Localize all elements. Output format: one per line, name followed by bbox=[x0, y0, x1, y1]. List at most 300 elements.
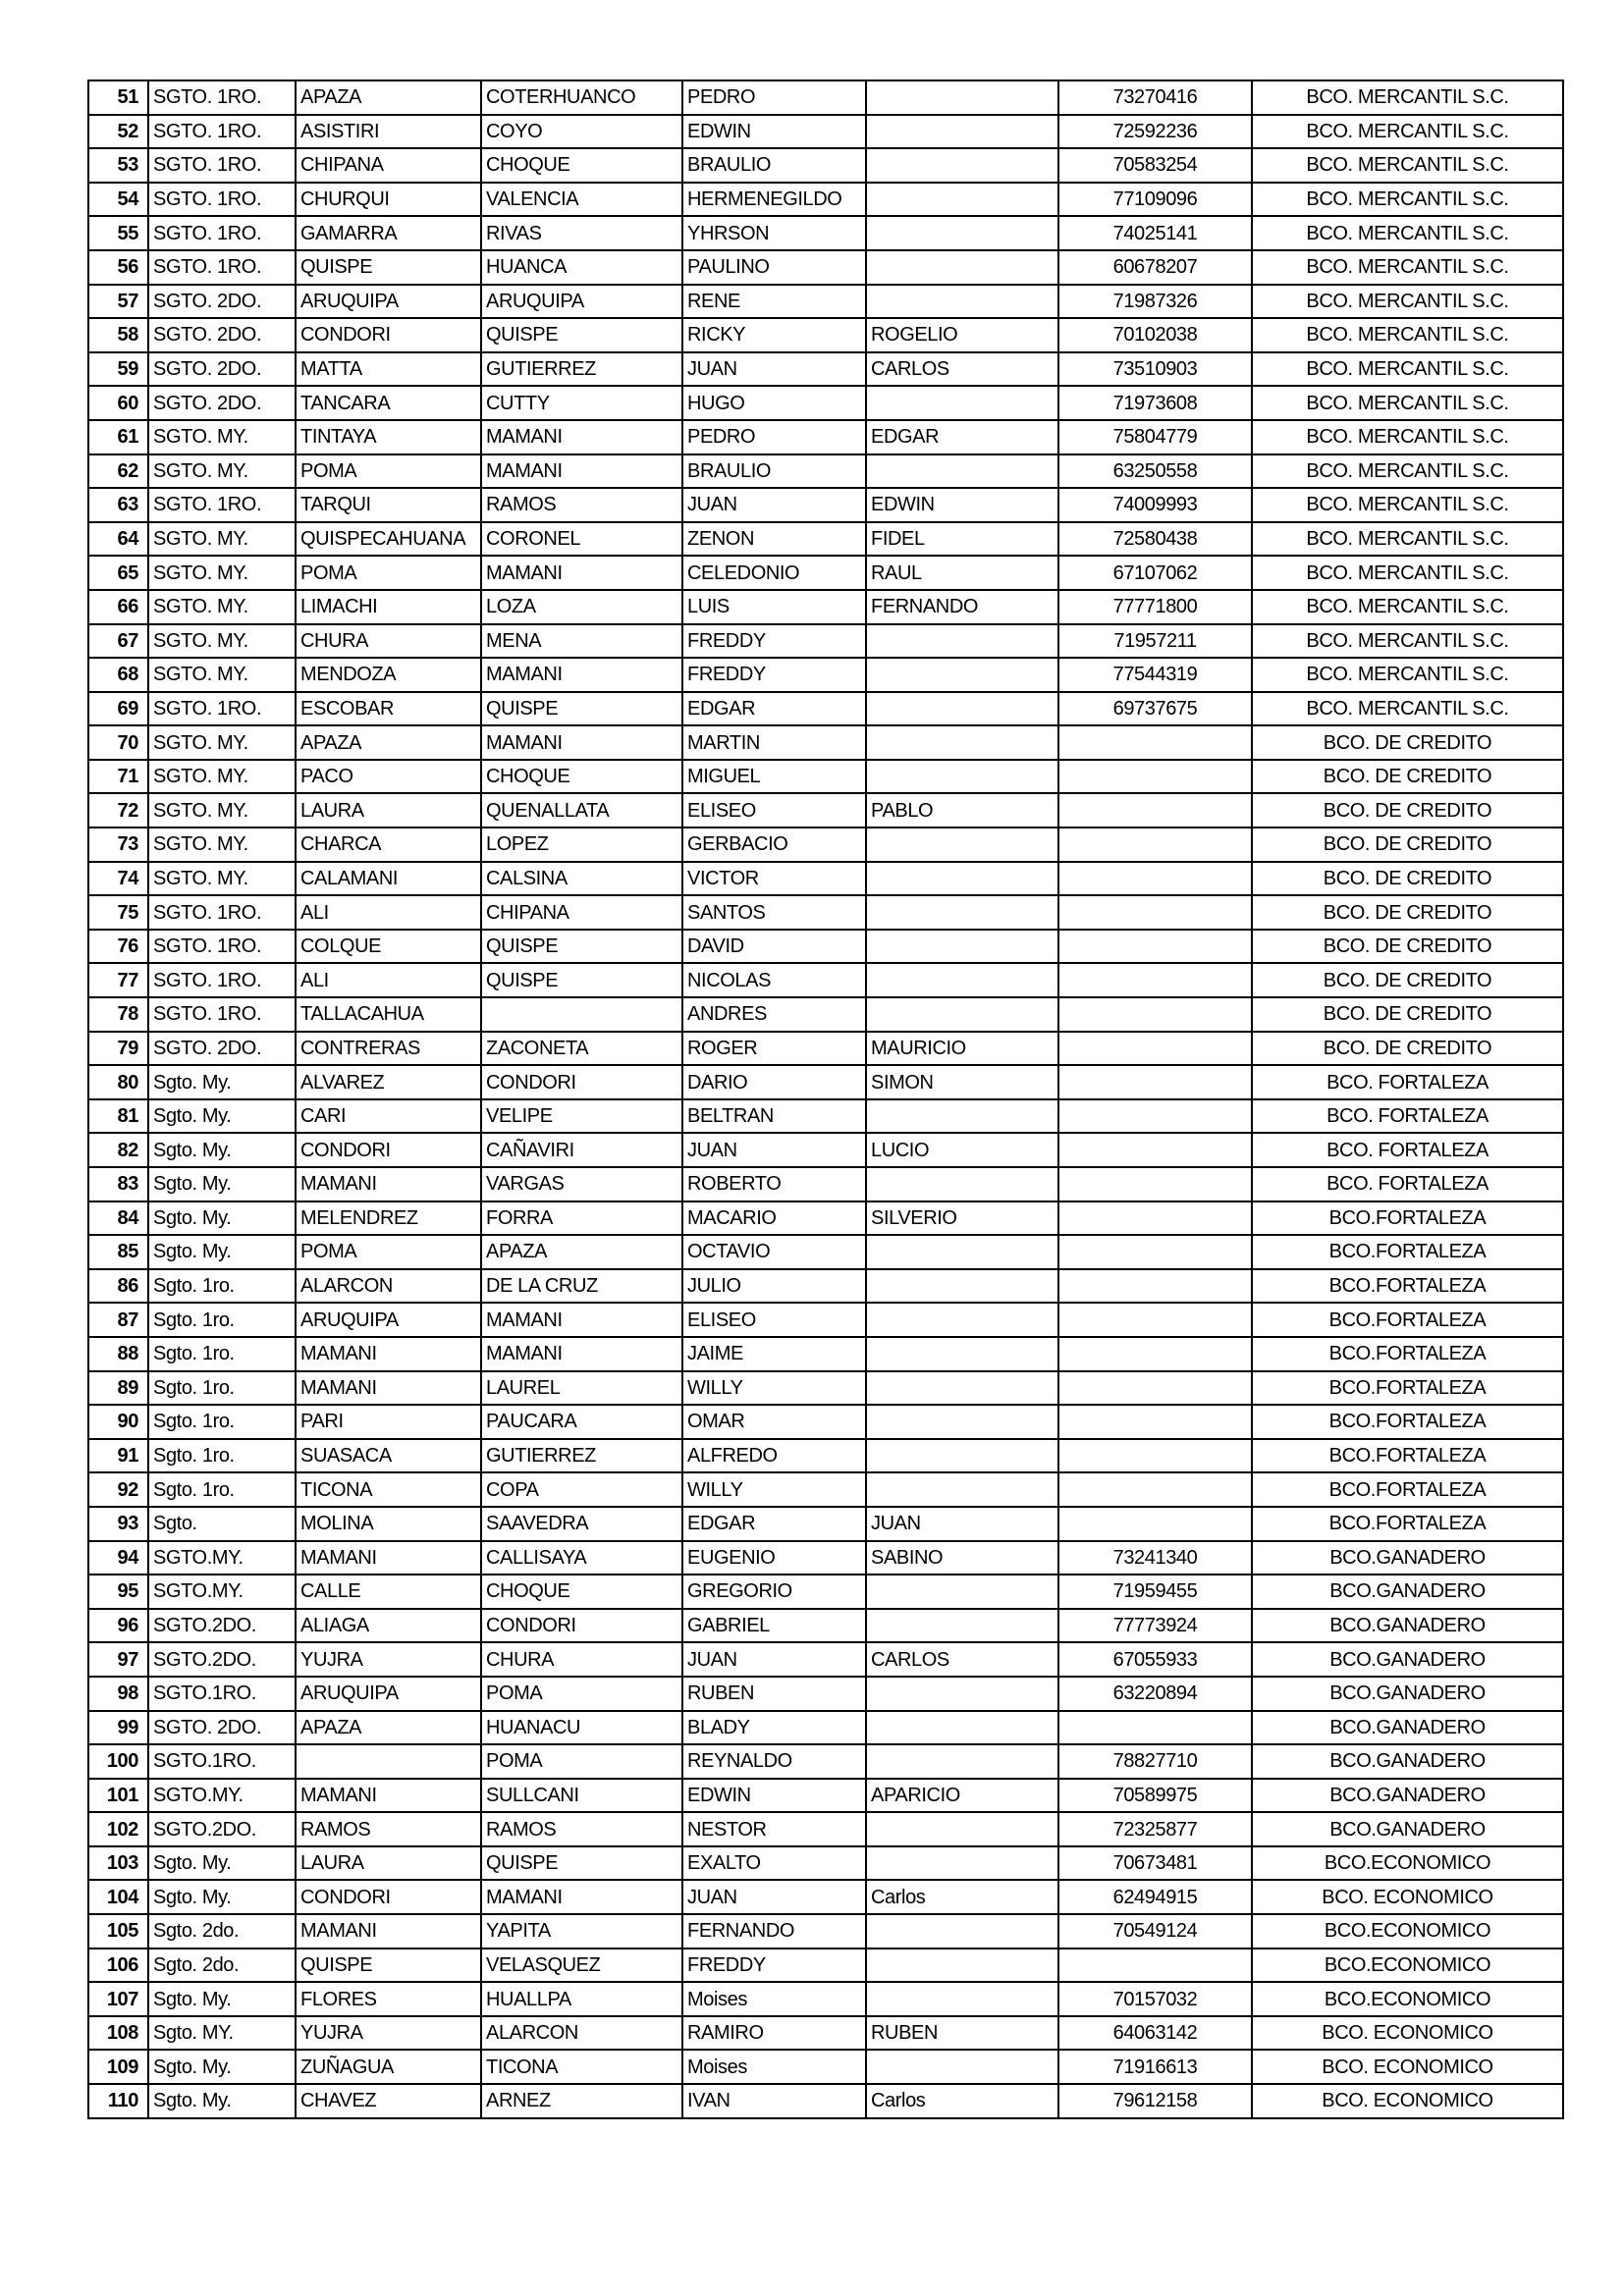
first-surname-cell: POMA bbox=[296, 556, 481, 590]
first-surname-cell: CHARCA bbox=[296, 828, 481, 862]
second-surname-cell: HUANACU bbox=[481, 1711, 682, 1745]
table-row bbox=[88, 725, 1563, 760]
table-row bbox=[88, 1167, 1563, 1201]
second-name-cell: LUCIO bbox=[866, 1133, 1058, 1167]
row-number-cell: 98 bbox=[88, 1677, 148, 1711]
first-surname-cell: MAMANI bbox=[296, 1371, 481, 1406]
row-number-cell: 95 bbox=[88, 1575, 148, 1609]
second-surname-cell: CUTTY bbox=[481, 386, 682, 420]
table-row bbox=[88, 963, 1563, 997]
second-name-cell bbox=[866, 285, 1058, 319]
bank-cell: BCO. MERCANTIL S.C. bbox=[1252, 115, 1563, 149]
bank-cell: BCO. FORTALEZA bbox=[1252, 1167, 1563, 1201]
second-name-cell: RAUL bbox=[866, 556, 1058, 590]
first-surname-cell: COLQUE bbox=[296, 930, 481, 964]
first-surname-cell: YUJRA bbox=[296, 1642, 481, 1677]
rank-cell: SGTO. 2DO. bbox=[148, 386, 296, 420]
first-name-cell: RENE bbox=[682, 285, 866, 319]
bank-cell: BCO. MERCANTIL S.C. bbox=[1252, 488, 1563, 522]
rank-cell: SGTO. MY. bbox=[148, 793, 296, 828]
row-number-cell: 105 bbox=[88, 1914, 148, 1949]
first-surname-cell: YUJRA bbox=[296, 2016, 481, 2051]
second-surname-cell: MAMANI bbox=[481, 725, 682, 760]
table-row bbox=[88, 2050, 1563, 2084]
second-name-cell bbox=[866, 1949, 1058, 1983]
table-row bbox=[88, 1609, 1563, 1643]
phone-cell: 67055933 bbox=[1058, 1642, 1252, 1677]
row-number-cell: 85 bbox=[88, 1235, 148, 1269]
first-surname-cell: ALARCON bbox=[296, 1269, 481, 1304]
second-name-cell bbox=[866, 1235, 1058, 1269]
table-row bbox=[88, 1575, 1563, 1609]
table-row bbox=[88, 997, 1563, 1032]
row-number-cell: 80 bbox=[88, 1065, 148, 1099]
phone-cell: 70102038 bbox=[1058, 318, 1252, 352]
first-surname-cell: CALLE bbox=[296, 1575, 481, 1609]
second-surname-cell: QUISPE bbox=[481, 1846, 682, 1881]
rank-cell: SGTO. MY. bbox=[148, 725, 296, 760]
first-name-cell: JUAN bbox=[682, 488, 866, 522]
first-surname-cell: CONDORI bbox=[296, 1880, 481, 1914]
second-surname-cell: VARGAS bbox=[481, 1167, 682, 1201]
rank-cell: SGTO. MY. bbox=[148, 658, 296, 692]
row-number-cell: 69 bbox=[88, 692, 148, 726]
first-name-cell: WILLY bbox=[682, 1371, 866, 1406]
bank-cell: BCO.FORTALEZA bbox=[1252, 1303, 1563, 1337]
first-name-cell: JUAN bbox=[682, 1880, 866, 1914]
table-row bbox=[88, 1914, 1563, 1949]
first-name-cell: EDGAR bbox=[682, 1507, 866, 1541]
bank-cell: BCO.GANADERO bbox=[1252, 1575, 1563, 1609]
second-surname-cell: HUALLPA bbox=[481, 1982, 682, 2016]
second-name-cell: SABINO bbox=[866, 1541, 1058, 1575]
rank-cell: Sgto. 1ro. bbox=[148, 1269, 296, 1304]
bank-cell: BCO. DE CREDITO bbox=[1252, 930, 1563, 964]
first-surname-cell bbox=[296, 1744, 481, 1779]
table-row bbox=[88, 760, 1563, 794]
second-name-cell: SILVERIO bbox=[866, 1201, 1058, 1236]
row-number-cell: 60 bbox=[88, 386, 148, 420]
phone-cell: 78827710 bbox=[1058, 1744, 1252, 1779]
table-row bbox=[88, 1812, 1563, 1846]
phone-cell bbox=[1058, 1269, 1252, 1304]
rank-cell: SGTO.MY. bbox=[148, 1541, 296, 1575]
first-surname-cell: LAURA bbox=[296, 793, 481, 828]
first-surname-cell: CHAVEZ bbox=[296, 2084, 481, 2118]
second-name-cell: JUAN bbox=[866, 1507, 1058, 1541]
second-surname-cell: POMA bbox=[481, 1744, 682, 1779]
first-surname-cell: APAZA bbox=[296, 725, 481, 760]
table-row bbox=[88, 1439, 1563, 1473]
first-name-cell: BELTRAN bbox=[682, 1099, 866, 1134]
table-row bbox=[88, 556, 1563, 590]
bank-cell: BCO. DE CREDITO bbox=[1252, 760, 1563, 794]
second-surname-cell: LAUREL bbox=[481, 1371, 682, 1406]
bank-cell: BCO. FORTALEZA bbox=[1252, 1133, 1563, 1167]
second-name-cell bbox=[866, 183, 1058, 217]
phone-cell bbox=[1058, 862, 1252, 896]
first-name-cell: GREGORIO bbox=[682, 1575, 866, 1609]
first-name-cell: DAVID bbox=[682, 930, 866, 964]
phone-cell bbox=[1058, 963, 1252, 997]
first-name-cell: HUGO bbox=[682, 386, 866, 420]
second-name-cell: FERNANDO bbox=[866, 590, 1058, 624]
rank-cell: SGTO. 1RO. bbox=[148, 183, 296, 217]
row-number-cell: 88 bbox=[88, 1337, 148, 1371]
second-surname-cell: CONDORI bbox=[481, 1609, 682, 1643]
rank-cell: SGTO.2DO. bbox=[148, 1642, 296, 1677]
second-surname-cell: LOPEZ bbox=[481, 828, 682, 862]
first-surname-cell: APAZA bbox=[296, 80, 481, 115]
bank-cell: BCO. DE CREDITO bbox=[1252, 963, 1563, 997]
rank-cell: Sgto. My. bbox=[148, 2084, 296, 2118]
first-surname-cell: POMA bbox=[296, 454, 481, 489]
table-row bbox=[88, 1099, 1563, 1134]
second-surname-cell: ARNEZ bbox=[481, 2084, 682, 2118]
phone-cell bbox=[1058, 1472, 1252, 1507]
table-row bbox=[88, 1337, 1563, 1371]
table-row bbox=[88, 590, 1563, 624]
row-number-cell: 104 bbox=[88, 1880, 148, 1914]
rank-cell: SGTO. MY. bbox=[148, 522, 296, 557]
table-row bbox=[88, 522, 1563, 557]
row-number-cell: 61 bbox=[88, 420, 148, 454]
first-surname-cell: FLORES bbox=[296, 1982, 481, 2016]
second-name-cell bbox=[866, 1167, 1058, 1201]
table-row bbox=[88, 1133, 1563, 1167]
phone-cell: 70589975 bbox=[1058, 1779, 1252, 1813]
second-surname-cell: APAZA bbox=[481, 1235, 682, 1269]
first-name-cell: GABRIEL bbox=[682, 1609, 866, 1643]
rank-cell: SGTO. 1RO. bbox=[148, 997, 296, 1032]
row-number-cell: 107 bbox=[88, 1982, 148, 2016]
table-row bbox=[88, 1371, 1563, 1406]
row-number-cell: 75 bbox=[88, 895, 148, 930]
first-surname-cell: TALLACAHUA bbox=[296, 997, 481, 1032]
second-surname-cell: CHOQUE bbox=[481, 760, 682, 794]
second-name-cell: EDGAR bbox=[866, 420, 1058, 454]
table-row bbox=[88, 895, 1563, 930]
bank-cell: BCO. ECONOMICO bbox=[1252, 2084, 1563, 2118]
rank-cell: Sgto. 1ro. bbox=[148, 1371, 296, 1406]
phone-cell: 71957211 bbox=[1058, 624, 1252, 659]
bank-cell: BCO. MERCANTIL S.C. bbox=[1252, 250, 1563, 285]
rank-cell: SGTO. MY. bbox=[148, 454, 296, 489]
table-row bbox=[88, 1711, 1563, 1745]
second-surname-cell: CHIPANA bbox=[481, 895, 682, 930]
first-surname-cell: SUASACA bbox=[296, 1439, 481, 1473]
row-number-cell: 82 bbox=[88, 1133, 148, 1167]
second-name-cell bbox=[866, 2050, 1058, 2084]
row-number-cell: 110 bbox=[88, 2084, 148, 2118]
second-surname-cell: CHOQUE bbox=[481, 1575, 682, 1609]
first-name-cell: MIGUEL bbox=[682, 760, 866, 794]
table-row bbox=[88, 1846, 1563, 1881]
personnel-table bbox=[87, 80, 1564, 2119]
rank-cell: Sgto. My. bbox=[148, 1133, 296, 1167]
bank-cell: BCO. MERCANTIL S.C. bbox=[1252, 183, 1563, 217]
first-name-cell: RICKY bbox=[682, 318, 866, 352]
second-surname-cell: SAAVEDRA bbox=[481, 1507, 682, 1541]
bank-cell: BCO. MERCANTIL S.C. bbox=[1252, 386, 1563, 420]
first-name-cell: HERMENEGILDO bbox=[682, 183, 866, 217]
second-name-cell bbox=[866, 454, 1058, 489]
row-number-cell: 89 bbox=[88, 1371, 148, 1406]
second-surname-cell: MAMANI bbox=[481, 420, 682, 454]
rank-cell: Sgto. bbox=[148, 1507, 296, 1541]
phone-cell: 60678207 bbox=[1058, 250, 1252, 285]
first-name-cell: ROBERTO bbox=[682, 1167, 866, 1201]
second-name-cell bbox=[866, 1982, 1058, 2016]
table-row bbox=[88, 318, 1563, 352]
second-surname-cell: QUENALLATA bbox=[481, 793, 682, 828]
row-number-cell: 67 bbox=[88, 624, 148, 659]
rank-cell: SGTO. 2DO. bbox=[148, 318, 296, 352]
row-number-cell: 71 bbox=[88, 760, 148, 794]
first-surname-cell: ZUÑAGUA bbox=[296, 2050, 481, 2084]
bank-cell: BCO.FORTALEZA bbox=[1252, 1337, 1563, 1371]
bank-cell: BCO.FORTALEZA bbox=[1252, 1201, 1563, 1236]
first-surname-cell: TANCARA bbox=[296, 386, 481, 420]
table-row bbox=[88, 1405, 1563, 1439]
second-name-cell bbox=[866, 1744, 1058, 1779]
table-row bbox=[88, 1032, 1563, 1066]
table-row bbox=[88, 2084, 1563, 2118]
first-surname-cell: ESCOBAR bbox=[296, 692, 481, 726]
second-name-cell bbox=[866, 1337, 1058, 1371]
table-row bbox=[88, 454, 1563, 489]
first-name-cell: RAMIRO bbox=[682, 2016, 866, 2051]
row-number-cell: 57 bbox=[88, 285, 148, 319]
table-row bbox=[88, 930, 1563, 964]
bank-cell: BCO.GANADERO bbox=[1252, 1541, 1563, 1575]
row-number-cell: 108 bbox=[88, 2016, 148, 2051]
table-row bbox=[88, 1235, 1563, 1269]
second-surname-cell: MAMANI bbox=[481, 1880, 682, 1914]
phone-cell: 71987326 bbox=[1058, 285, 1252, 319]
rank-cell: SGTO. 1RO. bbox=[148, 895, 296, 930]
row-number-cell: 66 bbox=[88, 590, 148, 624]
row-number-cell: 97 bbox=[88, 1642, 148, 1677]
rank-cell: SGTO. 2DO. bbox=[148, 285, 296, 319]
phone-cell bbox=[1058, 828, 1252, 862]
table-row bbox=[88, 658, 1563, 692]
first-surname-cell: MAMANI bbox=[296, 1779, 481, 1813]
phone-cell bbox=[1058, 1439, 1252, 1473]
second-surname-cell: RIVAS bbox=[481, 216, 682, 250]
second-surname-cell: GUTIERREZ bbox=[481, 352, 682, 387]
first-name-cell: GERBACIO bbox=[682, 828, 866, 862]
phone-cell bbox=[1058, 1405, 1252, 1439]
second-name-cell bbox=[866, 1812, 1058, 1846]
second-surname-cell: CALSINA bbox=[481, 862, 682, 896]
phone-cell: 67107062 bbox=[1058, 556, 1252, 590]
rank-cell: SGTO. MY. bbox=[148, 556, 296, 590]
second-name-cell bbox=[866, 1711, 1058, 1745]
first-name-cell: ANDRES bbox=[682, 997, 866, 1032]
bank-cell: BCO.FORTALEZA bbox=[1252, 1371, 1563, 1406]
first-surname-cell: MAMANI bbox=[296, 1167, 481, 1201]
first-surname-cell: ALI bbox=[296, 895, 481, 930]
phone-cell: 77771800 bbox=[1058, 590, 1252, 624]
table-row bbox=[88, 1303, 1563, 1337]
first-surname-cell: ALVAREZ bbox=[296, 1065, 481, 1099]
bank-cell: BCO. MERCANTIL S.C. bbox=[1252, 556, 1563, 590]
second-name-cell bbox=[866, 1609, 1058, 1643]
second-surname-cell: MAMANI bbox=[481, 454, 682, 489]
rank-cell: SGTO. 1RO. bbox=[148, 115, 296, 149]
second-name-cell bbox=[866, 148, 1058, 183]
first-name-cell: PEDRO bbox=[682, 80, 866, 115]
second-surname-cell: QUISPE bbox=[481, 692, 682, 726]
first-name-cell: JUAN bbox=[682, 1642, 866, 1677]
row-number-cell: 51 bbox=[88, 80, 148, 115]
table-row bbox=[88, 624, 1563, 659]
bank-cell: BCO. FORTALEZA bbox=[1252, 1065, 1563, 1099]
second-surname-cell: CALLISAYA bbox=[481, 1541, 682, 1575]
row-number-cell: 99 bbox=[88, 1711, 148, 1745]
phone-cell bbox=[1058, 1235, 1252, 1269]
rank-cell: SGTO. 1RO. bbox=[148, 930, 296, 964]
row-number-cell: 83 bbox=[88, 1167, 148, 1201]
table-row bbox=[88, 1779, 1563, 1813]
second-surname-cell: FORRA bbox=[481, 1201, 682, 1236]
bank-cell: BCO. ECONOMICO bbox=[1252, 2016, 1563, 2051]
bank-cell: BCO. MERCANTIL S.C. bbox=[1252, 318, 1563, 352]
second-surname-cell: CONDORI bbox=[481, 1065, 682, 1099]
rank-cell: SGTO. MY. bbox=[148, 590, 296, 624]
second-name-cell: EDWIN bbox=[866, 488, 1058, 522]
second-surname-cell: RAMOS bbox=[481, 488, 682, 522]
first-surname-cell: PARI bbox=[296, 1405, 481, 1439]
phone-cell bbox=[1058, 725, 1252, 760]
table-row bbox=[88, 1507, 1563, 1541]
phone-cell bbox=[1058, 1032, 1252, 1066]
phone-cell: 70673481 bbox=[1058, 1846, 1252, 1881]
table-row bbox=[88, 862, 1563, 896]
bank-cell: BCO. MERCANTIL S.C. bbox=[1252, 352, 1563, 387]
second-name-cell bbox=[866, 1371, 1058, 1406]
row-number-cell: 62 bbox=[88, 454, 148, 489]
row-number-cell: 55 bbox=[88, 216, 148, 250]
phone-cell bbox=[1058, 1133, 1252, 1167]
rank-cell: Sgto. My. bbox=[148, 1880, 296, 1914]
first-surname-cell: MATTA bbox=[296, 352, 481, 387]
rank-cell: SGTO. 1RO. bbox=[148, 216, 296, 250]
first-surname-cell: MOLINA bbox=[296, 1507, 481, 1541]
first-surname-cell: CHURA bbox=[296, 624, 481, 659]
second-surname-cell: VELIPE bbox=[481, 1099, 682, 1134]
bank-cell: BCO.GANADERO bbox=[1252, 1779, 1563, 1813]
first-name-cell: JULIO bbox=[682, 1269, 866, 1304]
phone-cell: 74025141 bbox=[1058, 216, 1252, 250]
table-row bbox=[88, 1472, 1563, 1507]
phone-cell bbox=[1058, 1303, 1252, 1337]
first-name-cell: EDWIN bbox=[682, 1779, 866, 1813]
second-surname-cell: GUTIERREZ bbox=[481, 1439, 682, 1473]
rank-cell: Sgto. My. bbox=[148, 1099, 296, 1134]
phone-cell: 63250558 bbox=[1058, 454, 1252, 489]
first-surname-cell: ARUQUIPA bbox=[296, 285, 481, 319]
rank-cell: Sgto. 2do. bbox=[148, 1914, 296, 1949]
first-surname-cell: LAURA bbox=[296, 1846, 481, 1881]
bank-cell: BCO.ECONOMICO bbox=[1252, 1914, 1563, 1949]
rank-cell: SGTO. MY. bbox=[148, 828, 296, 862]
row-number-cell: 53 bbox=[88, 148, 148, 183]
second-surname-cell: PAUCARA bbox=[481, 1405, 682, 1439]
first-name-cell: FREDDY bbox=[682, 658, 866, 692]
first-name-cell: RUBEN bbox=[682, 1677, 866, 1711]
first-name-cell: SANTOS bbox=[682, 895, 866, 930]
table-row bbox=[88, 386, 1563, 420]
first-name-cell: EXALTO bbox=[682, 1846, 866, 1881]
first-name-cell: JUAN bbox=[682, 352, 866, 387]
row-number-cell: 76 bbox=[88, 930, 148, 964]
table-row bbox=[88, 828, 1563, 862]
second-surname-cell: MENA bbox=[481, 624, 682, 659]
rank-cell: SGTO.1RO. bbox=[148, 1677, 296, 1711]
first-surname-cell: CONDORI bbox=[296, 318, 481, 352]
phone-cell: 72580438 bbox=[1058, 522, 1252, 557]
second-surname-cell: MAMANI bbox=[481, 556, 682, 590]
rank-cell: SGTO. 2DO. bbox=[148, 1711, 296, 1745]
second-surname-cell: TICONA bbox=[481, 2050, 682, 2084]
row-number-cell: 92 bbox=[88, 1472, 148, 1507]
second-surname-cell: VALENCIA bbox=[481, 183, 682, 217]
second-name-cell: APARICIO bbox=[866, 1779, 1058, 1813]
phone-cell bbox=[1058, 1949, 1252, 1983]
second-surname-cell: CAÑAVIRI bbox=[481, 1133, 682, 1167]
row-number-cell: 90 bbox=[88, 1405, 148, 1439]
phone-cell bbox=[1058, 1371, 1252, 1406]
first-name-cell: CELEDONIO bbox=[682, 556, 866, 590]
bank-cell: BCO.ECONOMICO bbox=[1252, 1949, 1563, 1983]
rank-cell: SGTO. 1RO. bbox=[148, 692, 296, 726]
row-number-cell: 84 bbox=[88, 1201, 148, 1236]
table-row bbox=[88, 285, 1563, 319]
rank-cell: SGTO. 2DO. bbox=[148, 1032, 296, 1066]
rank-cell: Sgto. 2do. bbox=[148, 1949, 296, 1983]
phone-cell bbox=[1058, 930, 1252, 964]
first-surname-cell: POMA bbox=[296, 1235, 481, 1269]
bank-cell: BCO. DE CREDITO bbox=[1252, 793, 1563, 828]
second-surname-cell: YAPITA bbox=[481, 1914, 682, 1949]
first-surname-cell: TICONA bbox=[296, 1472, 481, 1507]
second-surname-cell: MAMANI bbox=[481, 1337, 682, 1371]
phone-cell: 72592236 bbox=[1058, 115, 1252, 149]
bank-cell: BCO.GANADERO bbox=[1252, 1609, 1563, 1643]
bank-cell: BCO. DE CREDITO bbox=[1252, 828, 1563, 862]
second-surname-cell: MAMANI bbox=[481, 658, 682, 692]
rank-cell: Sgto. My. bbox=[148, 1065, 296, 1099]
second-name-cell bbox=[866, 658, 1058, 692]
row-number-cell: 86 bbox=[88, 1269, 148, 1304]
phone-cell: 77773924 bbox=[1058, 1609, 1252, 1643]
row-number-cell: 72 bbox=[88, 793, 148, 828]
second-surname-cell: ZACONETA bbox=[481, 1032, 682, 1066]
row-number-cell: 103 bbox=[88, 1846, 148, 1881]
second-surname-cell: COYO bbox=[481, 115, 682, 149]
first-name-cell: BRAULIO bbox=[682, 148, 866, 183]
rank-cell: Sgto. 1ro. bbox=[148, 1439, 296, 1473]
second-name-cell bbox=[866, 828, 1058, 862]
first-surname-cell: QUISPE bbox=[296, 1949, 481, 1983]
phone-cell: 63220894 bbox=[1058, 1677, 1252, 1711]
first-surname-cell: TARQUI bbox=[296, 488, 481, 522]
first-surname-cell: CONTRERAS bbox=[296, 1032, 481, 1066]
second-name-cell: Carlos bbox=[866, 2084, 1058, 2118]
rank-cell: Sgto. 1ro. bbox=[148, 1303, 296, 1337]
